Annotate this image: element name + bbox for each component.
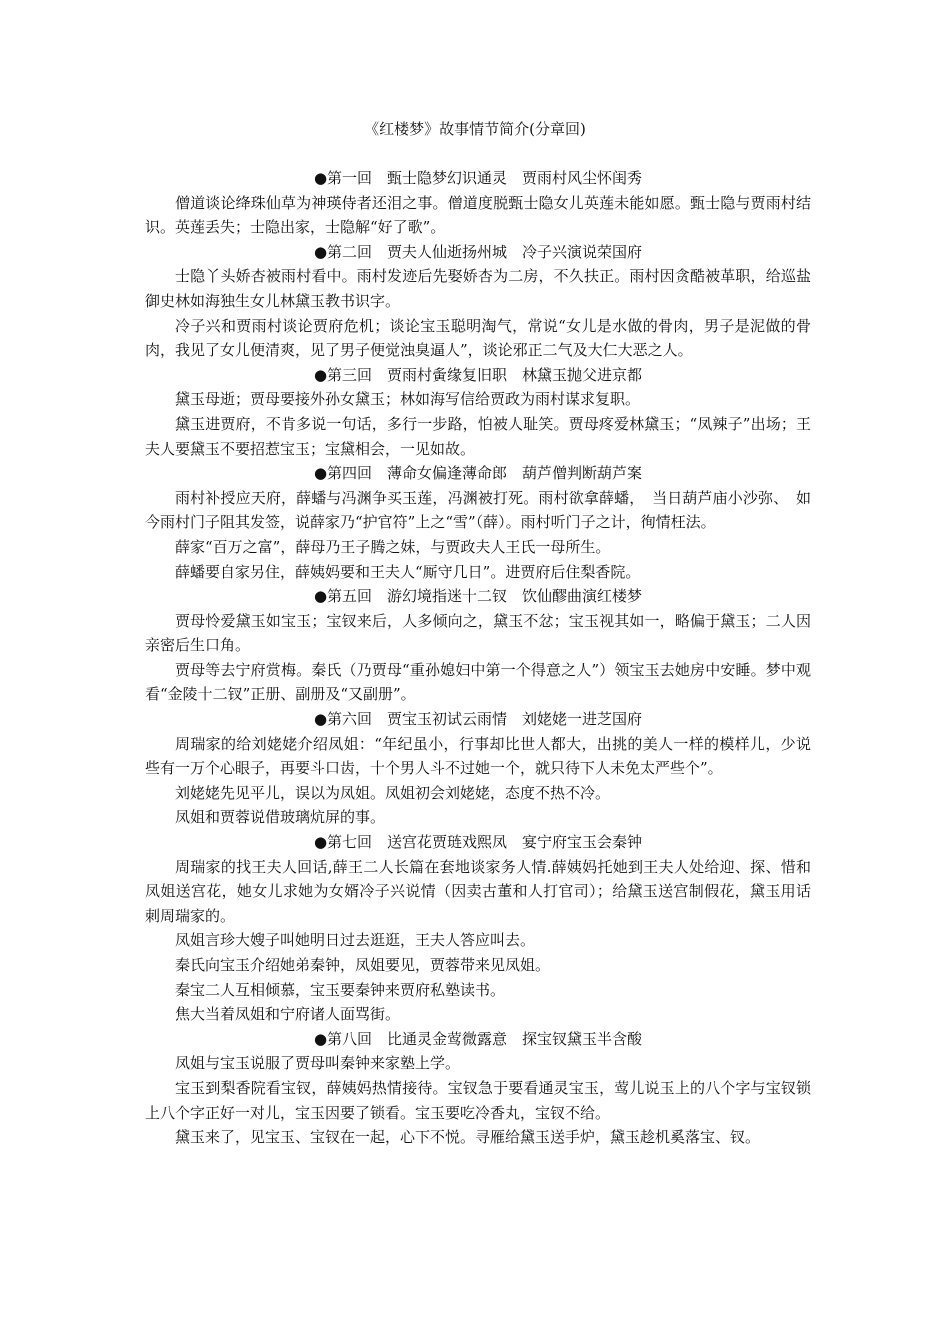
chapter-heading: ●第七回 送宫花贾琏戏熙凤 宴宁府宝玉会秦钟 <box>313 833 643 852</box>
paragraph: 士隐丫头娇杏被雨村看中。雨村发迹后先娶娇杏为二房，不久扶正。雨村因贪酷被革职，给巡盐御史林如海独生女儿林黛玉教书识字。 <box>145 267 811 310</box>
paragraph: 凤姐和贾蓉说借玻璃炕屏的事。 <box>175 808 386 827</box>
paragraph: 刘姥姥先见平儿，误以为凤姐。凤姐初会刘姥姥，态度不热不冷。 <box>175 783 611 802</box>
paragraph: 黛玉来了，见宝玉、宝钗在一起，心下不悦。寻雁给黛玉送手炉，黛玉趁机奚落宝、钗。 <box>175 1128 761 1147</box>
paragraph: 薛蟠要自家另住，薛姨妈要和王夫人“厮守几日”。进贾府后住梨香院。 <box>175 562 641 581</box>
document-body <box>145 166 811 1150</box>
paragraph: 黛玉进贾府，不肯多说一句话，多行一步路，怕被人耻笑。贾母疼爱林黛玉；“凤辣子”出场；王夫人要黛玉不要招惹宝玉；宝黛相会，一见如故。 <box>145 414 811 458</box>
paragraph: 秦宝二人互相倾慕，宝玉要秦钟来贾府私塾读书。 <box>175 980 506 999</box>
chapter-heading: ●第三回 贾雨村夤缘复旧职 林黛玉抛父进京都 <box>313 365 643 384</box>
chapter-heading: ●第二回 贾夫人仙逝扬州城 冷子兴演说荣国府 <box>313 242 643 261</box>
chapter-heading: ●第四回 薄命女偏逢薄命郎 葫芦僧判断葫芦案 <box>313 464 643 483</box>
paragraph: 薛家“百万之富”，薛母乃王子腾之妹，与贾政夫人王氏一母所生。 <box>175 537 611 556</box>
paragraph: 周瑞家的给刘姥姥介绍凤姐：“年纪虽小，行事却比世人都大，出挑的美人一样的模样儿，少说些有一万个心眼子，再要斗口齿，十个男人斗不过她一个，就只待下人未免太严些个”。 <box>145 734 811 778</box>
document-title: 《红楼梦》故事情节简介(分章回) <box>364 120 586 138</box>
paragraph: 贾母等去宁府赏梅。秦氏（乃贾母“重孙媳妇中第一个得意之人”）领宝玉去她房中安睡。梦中观看“金陵十二钗”正册、副册及“又副册”。 <box>145 660 811 704</box>
paragraph: 雨村补授应天府，薛蟠与冯渊争买玉莲，冯渊被打死。雨村欲拿薛蟠， 当日葫芦庙小沙弥、 如今雨村门子阻其发签，说薛家乃“护官符”上之“雪”（薛）。雨村听门子之计，徇情枉法。 <box>145 488 811 532</box>
chapter-heading: ●第五回 游幻境指迷十二钗 饮仙醪曲演红楼梦 <box>313 587 643 606</box>
chapter-heading: ●第六回 贾宝玉初试云雨情 刘姥姥一进芝国府 <box>313 710 643 729</box>
paragraph: 贾母怜爱黛玉如宝玉；宝钗来后，人多倾向之，黛玉不忿；宝玉视其如一，略偏于黛玉；二人因亲密后生口角。 <box>145 611 811 655</box>
paragraph: 宝玉到梨香院看宝钗，薛姨妈热情接待。宝钗急于要看通灵宝玉，莺儿说玉上的八个字与宝钗锁上八个字正好一对儿，宝玉因要了锁看。宝玉要吃冷香丸，宝钗不给。 <box>145 1078 811 1122</box>
chapter-heading: ●第八回 比通灵金莺微露意 探宝钗黛玉半含酸 <box>313 1029 643 1048</box>
paragraph: 秦氏向宝玉介绍她弟秦钟，凤姐要见，贾蓉带来见凤姐。 <box>175 956 551 974</box>
paragraph: 焦大当着凤姐和宁府诸人面骂街。 <box>175 1005 401 1024</box>
paragraph: 凤姐与宝玉说服了贾母叫秦钟来家塾上学。 <box>175 1054 461 1073</box>
paragraph: 僧道谈论绛珠仙草为神瑛侍者还泪之事。僧道度脱甄士隐女儿英莲未能如愿。甄士隐与贾雨村结识。英莲丢失；士隐出家，士隐解“好了歌”。 <box>145 193 811 237</box>
paragraph: 冷子兴和贾雨村谈论贾府危机；谈论宝玉聪明淘气，常说“女儿是水做的骨肉，男子是泥做的骨肉，我见了女儿便清爽，见了男子便觉浊臭逼人”，谈论邪正二气及大仁大恶之人。 <box>145 316 811 360</box>
paragraph: 黛玉母逝；贾母要接外孙女黛玉；林如海写信给贾政为雨村谋求复职。 <box>175 390 641 409</box>
chapter-heading: ●第一回 甄士隐梦幻识通灵 贾雨村风尘怀闺秀 <box>313 169 643 187</box>
paragraph: 周瑞家的找王夫人回话,薛王二人长篇在套地谈家务人情.薛姨妈托她到王夫人处给迎、探、惜和凤姐送宫花，她女儿求她为女婿冷子兴说情（因卖古董和人打官司）；给黛玉送宫制假花，黛玉用话刺周瑞家的。 <box>145 857 811 925</box>
paragraph: 凤姐言珍大嫂子叫她明日过去逛逛，王夫人答应叫去。 <box>175 931 536 950</box>
